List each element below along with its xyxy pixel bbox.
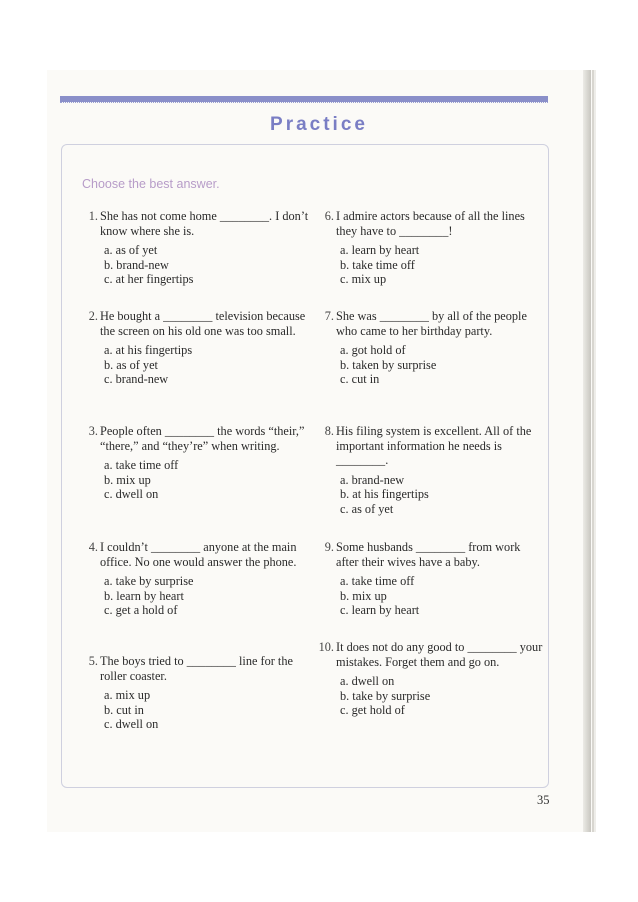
answer-option: a. dwell on xyxy=(340,674,395,688)
question-1 xyxy=(88,209,310,287)
answer-option: c. get hold of xyxy=(340,703,405,717)
answer-option: a. take time off xyxy=(340,574,415,588)
question-3 xyxy=(88,424,310,502)
answer-option: a. take by surprise xyxy=(104,574,194,588)
question-5 xyxy=(88,654,310,732)
question-4 xyxy=(88,540,310,618)
question-number: 1. xyxy=(88,209,98,223)
answer-option: b. as of yet xyxy=(104,357,158,372)
answer-option: c. dwell on xyxy=(104,717,159,731)
question-number: 2. xyxy=(88,309,98,323)
answer-option: a. at his fingertips xyxy=(104,343,193,357)
answer-option: c. get a hold of xyxy=(104,603,178,617)
answer-option: b. at his fingertips xyxy=(340,487,429,501)
question-stem: The boys tried to ________ line for the roller coaster. xyxy=(100,654,293,683)
instruction-text: Choose the best answer. xyxy=(82,177,220,191)
question-stem: I admire actors because of all the lines they have to ________! xyxy=(336,209,525,238)
question-stem: Some husbands ________ from work after their wives have a baby. xyxy=(336,540,521,569)
header-dotted-rule xyxy=(60,102,548,103)
answer-option: c. mix up xyxy=(340,272,387,286)
question-9 xyxy=(324,540,546,618)
question-8 xyxy=(324,424,546,516)
question-stem: I couldn’t ________ anyone at the main office. No one would answer the phone. xyxy=(100,540,297,569)
question-number: 6. xyxy=(324,209,334,223)
question-stem: He bought a ________ television because the screen on his old one was too small. xyxy=(100,309,306,338)
question-2 xyxy=(88,309,310,387)
question-stem: His filing system is excellent. All of the important information he needs is ________. xyxy=(336,424,532,467)
book-spine xyxy=(583,70,591,832)
page-number: 35 xyxy=(537,793,550,807)
question-number: 4. xyxy=(88,540,98,554)
question-number: 7. xyxy=(324,309,334,323)
question-7 xyxy=(324,309,546,387)
question-stem: She was ________ by all of the people who came to her birthday party. xyxy=(336,309,527,338)
answer-option: b. take time off xyxy=(340,257,415,272)
question-stem: People often ________ the words “their,” “there,” and “they’re” when writing. xyxy=(100,424,305,453)
answer-option: c. brand-new xyxy=(104,372,169,386)
answer-option: a. learn by heart xyxy=(340,243,420,257)
question-stem: It does not do any good to ________ your mistakes. Forget them and go on. xyxy=(336,640,543,669)
question-number: 3. xyxy=(88,424,98,438)
answer-option: a. got hold of xyxy=(340,343,406,357)
page-title: Practice xyxy=(270,114,368,135)
answer-option: a. as of yet xyxy=(104,243,158,257)
answer-option: a. brand-new xyxy=(340,472,405,487)
question-number: 5. xyxy=(88,654,98,668)
answer-option: a. mix up xyxy=(104,688,151,702)
answer-option: b. take by surprise xyxy=(340,688,431,703)
question-number: 8. xyxy=(324,424,334,438)
answer-option: c. cut in xyxy=(340,372,380,386)
question-10 xyxy=(318,640,546,718)
question-stem: She has not come home ________. I don’t know where she is. xyxy=(100,209,309,238)
question-6 xyxy=(324,209,546,287)
answer-option: c. learn by heart xyxy=(340,603,420,617)
answer-option: b. taken by surprise xyxy=(340,357,437,372)
question-number: 10. xyxy=(318,640,334,654)
answer-option: b. learn by heart xyxy=(104,588,184,603)
answer-option: c. at her fingertips xyxy=(104,272,194,286)
answer-option: b. brand-new xyxy=(104,257,169,272)
answer-option: b. mix up xyxy=(340,588,387,603)
question-number: 9. xyxy=(324,540,334,554)
answer-option: a. take time off xyxy=(104,458,179,472)
answer-option: c. as of yet xyxy=(340,501,394,516)
answer-option: b. mix up xyxy=(104,472,151,487)
answer-option: c. dwell on xyxy=(104,487,159,501)
answer-option: b. cut in xyxy=(104,702,144,717)
